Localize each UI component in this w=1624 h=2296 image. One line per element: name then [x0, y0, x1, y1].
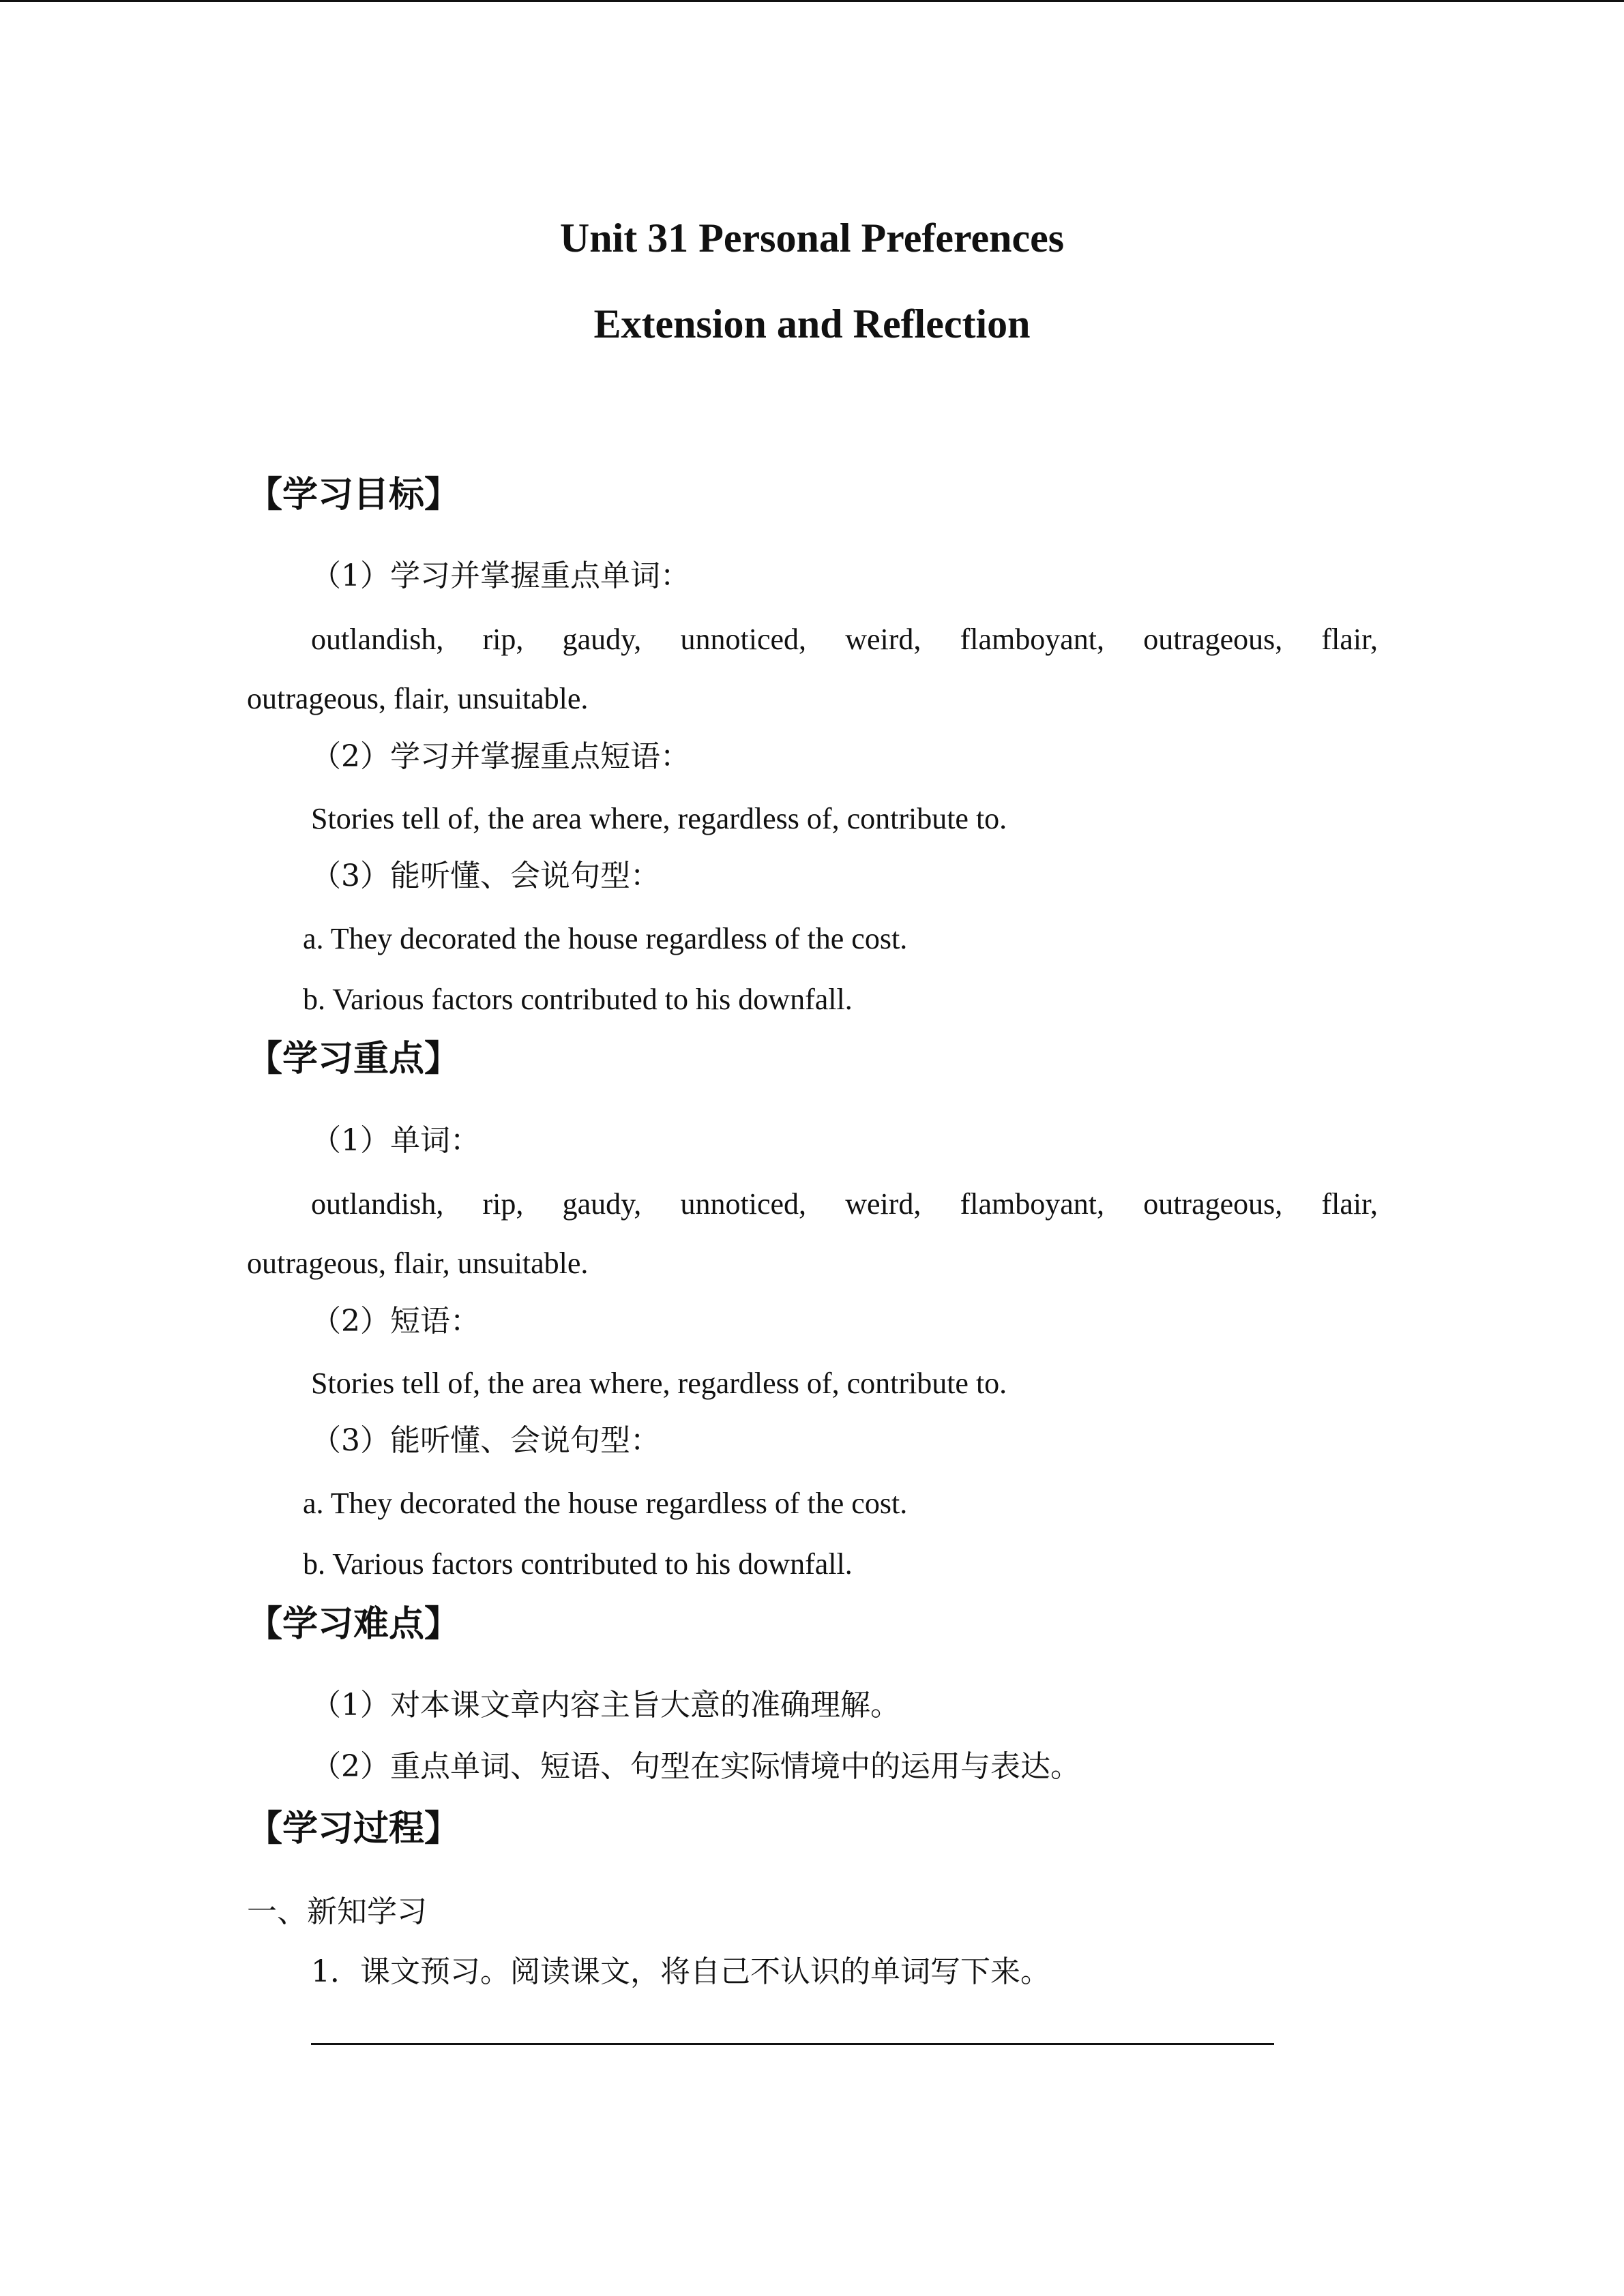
process-part1-title: 一、新知学习: [247, 1894, 427, 1929]
word: outlandish,: [311, 623, 444, 656]
word: gaudy,: [562, 623, 642, 656]
key-points-phrases: Stories tell of, the area where, regardless of, contribute to.: [311, 1367, 1007, 1400]
objectives-sentence-b: b. Various factors contributed to his downfall.: [303, 983, 853, 1016]
difficulties-item2: （2）重点单词、短语、句型在实际情境中的运用与表达。: [311, 1749, 1080, 1784]
objectives-phrases: Stories tell of, the area where, regardless of, contribute to.: [311, 802, 1007, 835]
document-title: Unit 31 Personal Preferences: [559, 215, 1065, 260]
word: flamboyant,: [960, 1187, 1104, 1221]
key-points-item2-label: （2）短语：: [311, 1304, 480, 1339]
section-heading-process: 【学习过程】: [247, 1808, 460, 1849]
word: flair,: [1321, 623, 1378, 656]
word: flamboyant,: [960, 623, 1104, 656]
word: unnoticed,: [680, 1187, 807, 1221]
objectives-words-line2: outrageous, flair, unsuitable.: [247, 682, 589, 715]
objectives-words-line1: [311, 621, 1378, 659]
objectives-item3-label: （3）能听懂、会说句型：: [311, 859, 660, 893]
section-heading-objectives: 【学习目标】: [247, 475, 460, 516]
objectives-item1-label: （1）学习并掌握重点单词：: [311, 558, 690, 593]
section-heading-difficulties: 【学习难点】: [247, 1604, 460, 1645]
page-top-border: [0, 0, 1624, 2]
word: rip,: [482, 1187, 524, 1221]
word: unnoticed,: [680, 623, 807, 656]
key-points-sentence-a: a. They decorated the house regardless of the cost.: [303, 1487, 908, 1520]
word: flair,: [1321, 1187, 1378, 1221]
word: rip,: [482, 623, 524, 656]
key-points-item3-label: （3）能听懂、会说句型：: [311, 1423, 660, 1458]
key-points-words-line2: outrageous, flair, unsuitable.: [247, 1247, 589, 1280]
objectives-sentence-a: a. They decorated the house regardless of the cost.: [303, 922, 908, 955]
word: outrageous,: [1143, 623, 1283, 656]
difficulties-item1: （1）对本课文章内容主旨大意的准确理解。: [311, 1688, 900, 1723]
process-task1: 1．课文预习。阅读课文，将自己不认识的单词写下来。: [311, 1954, 1050, 1989]
word: outlandish,: [311, 1187, 444, 1221]
objectives-item2-label: （2）学习并掌握重点短语：: [311, 739, 690, 774]
answer-blank-line: [311, 2043, 1274, 2045]
section-heading-key-points: 【学习重点】: [247, 1039, 460, 1079]
key-points-item1-label: （1）单词：: [311, 1123, 480, 1158]
key-points-words-line1: [311, 1185, 1378, 1223]
word: outrageous,: [1143, 1187, 1283, 1221]
word: gaudy,: [562, 1187, 642, 1221]
word: weird,: [845, 1187, 921, 1221]
document-subtitle: Extension and Reflection: [593, 301, 1031, 346]
key-points-sentence-b: b. Various factors contributed to his downfall.: [303, 1547, 853, 1581]
word: weird,: [845, 623, 921, 656]
